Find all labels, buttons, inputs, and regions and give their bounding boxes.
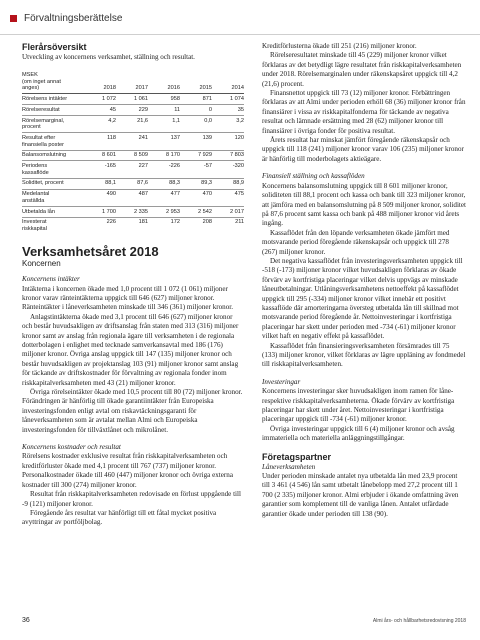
paragraph: Koncernens balansomslutning uppgick till 8 601 miljoner kronor, soliditeten till 88,1 procent och kassa och bank till 323 miljoner kronor, att jämföra med en balansomslutning på 8 509 miljoner kronor, soliditet på 87,6 procent samt kassa och bank på 488 miljoner kronor vid årets ingång. (262, 181, 467, 228)
table-cell: 958 (148, 94, 180, 105)
table-cell: 1 061 (116, 94, 148, 105)
table-header-cell: 2017 (116, 70, 148, 93)
row-label: Medelantal anställda (22, 189, 84, 206)
table-cell: -320 (212, 161, 244, 178)
flerars-intro: Utveckling av koncernens verksamhet, ställning och resultat. (22, 53, 195, 61)
table-cell: 1,1 (148, 115, 180, 132)
paragraph: Övriga rörelseintäkter ökade med 10,5 procent till 80 (72) miljoner kronor. Förändringen är hänförlig till ökade garantiintäkter från Europeiska investeringsfonden enligt avtal om riskavtäckningsgaranti för låneverksamheten som är avtalat mellan Almi och Europeiska investeringsfonden för tillväxtlånet och mikrolånet. (22, 388, 243, 434)
table-row (22, 105, 244, 116)
table-cell: -57 (180, 161, 212, 178)
table-cell: 0 (180, 105, 212, 116)
table-cell: 11 (148, 105, 180, 116)
paragraph: Under perioden minskade antalet nya utbetalda lån med 23,9 procent till 3 461 (4 546) lån samt utbetalt lånebelopp med 27,2 procent till 1 700 (2 335) miljoner kronor. Almi erbjuder i ökande omfattning även garantier som komplement till de vanliga lånen. Antalet utfärdade garantier ökade under perioden till 138 (90). (262, 472, 459, 518)
table-row (22, 133, 244, 150)
paragraph: Intäkterna i koncernen ökade med 1,0 procent till 1 072 (1 061) miljoner kronor varav ränteintäkterna uppgick till 646 (627) miljoner kronor. Ränteintäkter i låneverksamheten minskade till 346 (361) miljoner kronor. (22, 284, 233, 312)
table-cell: 21,6 (116, 115, 148, 132)
left-column (22, 42, 244, 528)
paragraph: Kassaflödet från den löpande verksamheten ökade jämfört med motsvarande period föregående räkenskapsår och uppgick till 278 (267) miljoner kronor. (262, 228, 450, 256)
paragraph: Rörelseresultatet minskade till 45 (229) miljoner kronor vilket förklaras av det betydligt lägre resultatet från riskkapitalverksamheten under 2018. Rörelsemarginalen under räkenskapsåret uppgick till 4,2 (21,6) procent. (262, 51, 462, 88)
page-header (0, 0, 480, 40)
paragraph: Koncernens investeringar sker huvudsakligen inom ramen för låne- respektive riskkapitalverksamheterna. Ökade förvärv av kortfristiga placeringar har skett under året. Nettoinvesteringar i kortfristiga placeringar uppgick till -734 (-61) miljoner kronor. (262, 387, 455, 424)
table-cell: 89,3 (180, 178, 212, 189)
paragraph: Årets resultat har minskat jämfört föregående räkenskapsår och uppgick till 118 (241) miljoner kronor varav 106 (235) miljoner kronor är hänförlig till moderbolagets aktieägare. (262, 136, 464, 163)
table-cell: 139 (180, 133, 212, 150)
row-label: Balansomslutning (22, 150, 84, 161)
table-cell: 227 (116, 161, 148, 178)
row-label: Resultat efter finansiella poster (22, 133, 84, 150)
table-header-row (22, 70, 244, 93)
paragraph: Föregående års resultat var hänförligt till ett fåtal mycket positiva avyttringar av portföljbolag. (22, 508, 217, 527)
footer-note: Almi års- och hållbarhetsredovisning 2018 (372, 618, 466, 624)
row-label: Rörelseresultat (22, 105, 84, 116)
table-cell: 88,9 (212, 178, 244, 189)
row-label: Investerat riskkapital (22, 219, 47, 232)
foretagspartner-heading: Företagspartner (262, 451, 332, 462)
paragraph: Kassaflödet från finansieringsverksamheten försämrades till 75 (133) miljoner kronor, vilket förklaras av lägre uppläning av fondmedel till riskkapitalverksamheten. (262, 341, 466, 369)
table-row (22, 150, 244, 161)
table-cell: 3,2 (212, 115, 244, 132)
header-divider (0, 34, 480, 35)
table-cell: 45 (84, 105, 116, 116)
paragraph: Övriga investeringar uppgick till 6 (4) miljoner kronor och avsåg immateriella och materiella anläggningstillgångar. (262, 424, 455, 443)
table-row (22, 189, 244, 206)
table-header-cell: MSEK (om inget annat anges) (22, 70, 84, 93)
table-row (22, 178, 244, 189)
table-cell: 226 (106, 219, 116, 226)
table-cell: 118 (84, 133, 116, 150)
flerars-table (22, 70, 244, 234)
table-cell: 2 335 (116, 207, 148, 218)
table-cell: 172 (170, 219, 180, 226)
row-label: Soliditet, procent (22, 178, 84, 189)
page-number: 36 (22, 617, 30, 624)
table-cell: 88,1 (84, 178, 116, 189)
table-cell: 2 542 (180, 207, 212, 218)
section-subtitle: Investeringar (262, 377, 301, 386)
right-column (262, 42, 466, 519)
table-header-cell: 2015 (180, 70, 212, 93)
table-cell: 1 072 (84, 94, 116, 105)
section-subtitle: Finansiell ställning och kassaflöden (262, 172, 365, 181)
row-label: Rörelsemarginal, procent (22, 115, 84, 132)
table-row (22, 115, 244, 132)
table-row (22, 217, 244, 234)
table-cell: 229 (116, 105, 148, 116)
table-cell: 2 017 (212, 207, 244, 218)
table-cell: 7 929 (180, 150, 212, 161)
table-cell: 7 803 (212, 150, 244, 161)
table-cell: 490 (84, 189, 116, 206)
row-label: Periodens kassaflöde (22, 161, 84, 178)
table-row (22, 161, 244, 178)
table-cell: 87,6 (116, 178, 148, 189)
row-label: Rörelsens intäkter (22, 94, 84, 105)
table-cell: 487 (116, 189, 148, 206)
table-header-cell: 2018 (84, 70, 116, 93)
paragraph: Rörelsens kostnader exklusive resultat från riskkapitalverksamheten och kreditförluster ökade med 4,1 procent till 767 (737) miljoner kronor. Personalkostnader ökade till 460 (447) miljoner kronor och övriga externa kostnader till 300 (274) miljoner kronor. (22, 452, 233, 489)
table-cell: 8 509 (116, 150, 148, 161)
paragraph: Det negativa kassaflödet från investeringsverksamheten uppgick till -518 (-173) miljoner kronor vilket huvudsakligen förklaras av ökade förvärv av kortfristiga placeringar vilket delvis uppvägs av minskade låneutbetalningar. Utlåningsverksamhetens nettoeffekt på kassaflödet uppgick till 295 (-334) miljoner kronor vilket innebär ett positivt kassaflöde där amorteringarna översteg utbetalda lån till skillnad mot motsvarande period föregående år. Nettoinvesteringar i kortfristiga placeringar har skett under perioden med -734 (-61) miljoner kronor vilket haft en negativ effekt på kassaflödet. (262, 256, 463, 341)
paragraph: Anlagstintäkterna ökade med 3,1 procent till 646 (627) miljoner kronor och består huvudsakligen av driftsanslag från staten med 313 (316) miljoner kronor samt av anslag från regionala ägare till verksamheten i de regionala dotterbolagen i enlighet med tecknade samverkansavtal med 186 (176) miljoner kronor. Övriga anslag uppgick till 147 (135) miljoner kronor och består huvudsakligen av projektanslag 103 (91) miljoner kronor samt anslag för täckande av driftskostnader för förvaltning av regionala fonder inom riskkapitalverksamheten med 43 (21) miljoner kronor. (22, 312, 239, 387)
section-subtitle: Koncernens kostnader och resultat (22, 443, 121, 452)
table-cell: 0,0 (180, 115, 212, 132)
table-cell: 137 (148, 133, 180, 150)
brand-square-icon (10, 15, 17, 22)
table-cell: 211 (235, 219, 244, 226)
paragraph: Kreditförlusterna ökade till 251 (216) miljoner kronor. (262, 42, 417, 50)
table-header-cell: 2016 (148, 70, 180, 93)
table-cell: 8 170 (148, 150, 180, 161)
table-row (22, 94, 244, 105)
section-title: Förvaltningsberättelse (24, 13, 123, 24)
table-cell: 470 (180, 189, 212, 206)
table-cell: 8 601 (84, 150, 116, 161)
table-row (22, 207, 244, 218)
table-cell: 35 (212, 105, 244, 116)
table-cell: 88,3 (148, 178, 180, 189)
table-cell: 241 (116, 133, 148, 150)
table-cell: 1 074 (212, 94, 244, 105)
table-cell: 871 (180, 94, 212, 105)
table-cell: -165 (84, 161, 116, 178)
table-cell: 208 (202, 219, 212, 226)
section-subtitle: Koncernens intäkter (22, 275, 80, 284)
table-cell: 477 (148, 189, 180, 206)
table-cell: 120 (212, 133, 244, 150)
table-cell: 2 953 (148, 207, 180, 218)
table-header-cell: 2014 (212, 70, 244, 93)
table-cell: 181 (138, 219, 148, 226)
paragraph: Finansnettot uppgick till 73 (12) miljoner kronor. Förbättringen förklaras av att Almi under perioden erhöll 68 (36) miljoner kronor från finansiärer i vissa av riskkapitalfonderna för täckande av negativa resultat och lämnade ersättning med 28 (62) miljoner kronor till finansiärer i övriga fonder för positiva resultat. (262, 89, 466, 135)
verksamhet-heading: Verksamhetsåret 2018 (22, 244, 159, 260)
section-subtitle: Låneverksamheten (262, 462, 316, 471)
table-cell: 1 700 (84, 207, 116, 218)
table-cell: 475 (212, 189, 244, 206)
flerars-heading: Flerårsöversikt (22, 42, 87, 52)
verksamhet-subheading: Koncernen (22, 259, 61, 269)
table-cell: -226 (148, 161, 180, 178)
row-label: Utbetalda lån (22, 207, 84, 218)
paragraph: Resultat från riskkapitalverksamheten redovisade en förlust uppgående till -9 (121) miljoner kronor. (22, 490, 241, 508)
table-cell: 4,2 (84, 115, 116, 132)
